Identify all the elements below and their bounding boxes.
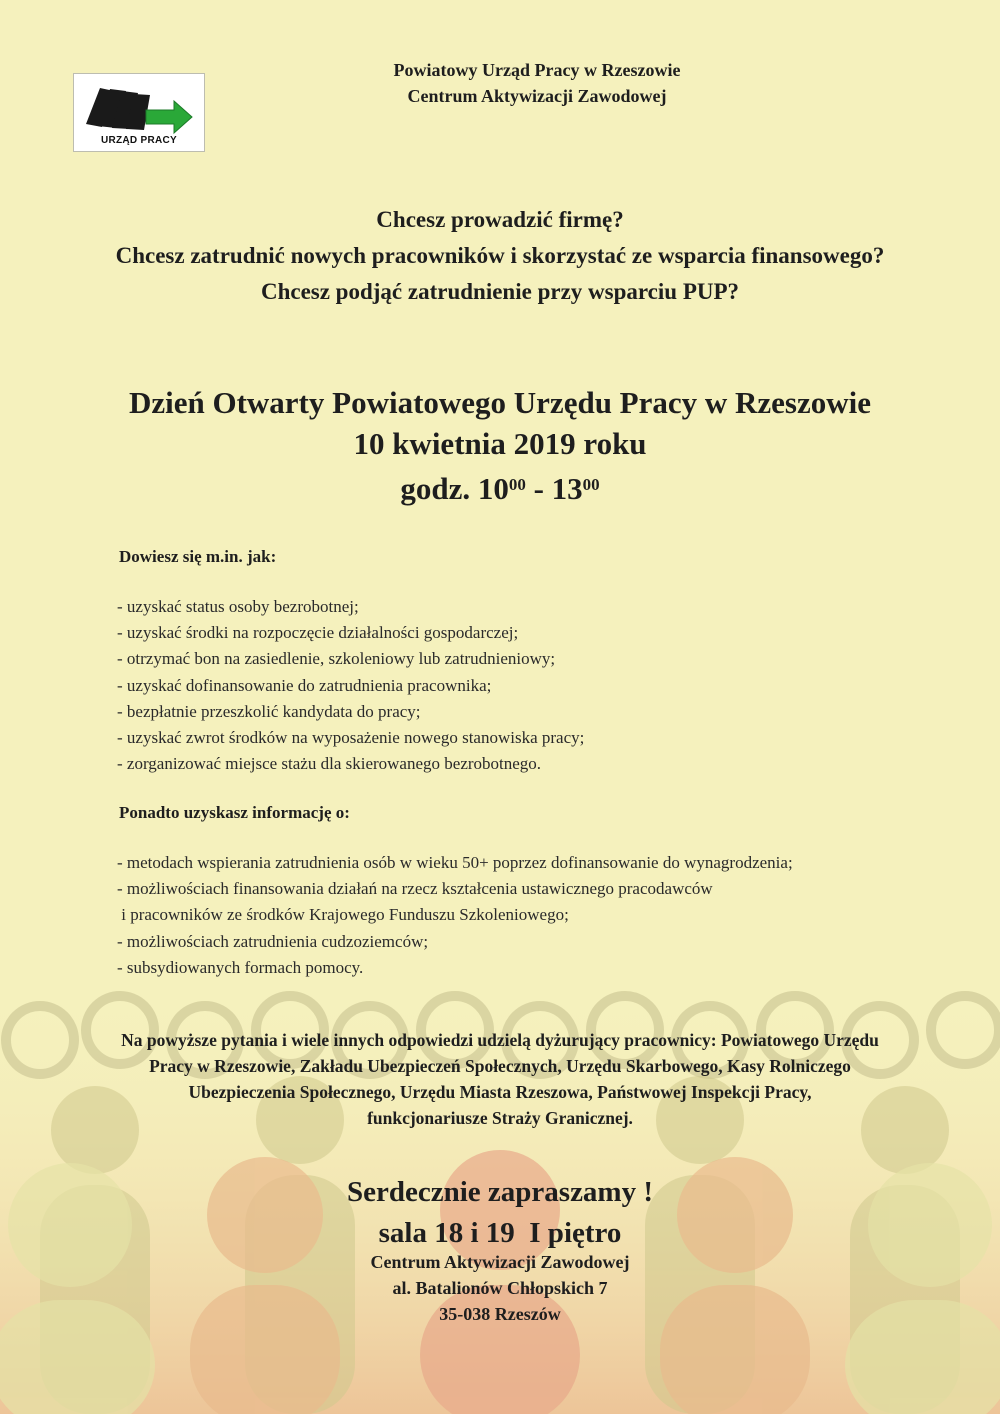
list-item: - uzyskać status osoby bezrobotnej; (117, 597, 359, 616)
time-start-minutes: 00 (508, 475, 526, 494)
list-item: i pracowników ze środków Krajowego Funduszu Szkoleniowego; (117, 905, 569, 925)
info-line: Na powyższe pytania i wiele innych odpowiedzi udzielą dyżurujący pracownicy: Powiatowego Urzędu (121, 1030, 879, 1050)
event-title: Dzień Otwarty Powiatowego Urzędu Pracy w Rzeszowie (128, 385, 872, 420)
list-item: - możliwościach finansowania działań na rzecz kształcenia ustawicznego pracodawców (117, 879, 713, 899)
invitation: Serdecznie zapraszamy ! (346, 1176, 653, 1208)
event-date: 10 kwietnia 2019 roku (353, 426, 647, 461)
list-item: - uzyskać dofinansowanie do zatrudnienia pracownika; (117, 675, 492, 695)
list-item: - możliwościach zatrudnienia cudzoziemców; (117, 931, 429, 951)
info-line: Pracy w Rzeszowie, Zakładu Ubezpieczeń Społecznych, Urzędu Skarbowego, Kasy Rolniczego (149, 1056, 851, 1076)
organization-unit: Centrum Aktywizacji Zawodowej (407, 86, 667, 106)
more-heading: Ponadto uzyskasz informację o: (119, 803, 350, 822)
learn-heading: Dowiesz się m.in. jak: (119, 547, 277, 566)
more-list (117, 850, 793, 981)
learn-list (117, 594, 584, 777)
logo-text: URZĄD PRACY (100, 135, 178, 146)
organization-name: Powiatowy Urząd Pracy w Rzeszowie (393, 60, 681, 80)
question-2: Chcesz zatrudnić nowych pracowników i skorzystać ze wsparcia finansowego? (115, 243, 885, 268)
time-end: - 13 (525, 471, 583, 506)
info-paragraph (25, 1027, 975, 1131)
address-street: al. Batalionów Chłopskich 7 (392, 1278, 608, 1298)
list-item: - uzyskać środki na rozpoczęcie działalności gospodarczej; (117, 623, 519, 643)
info-line: funkcjonariusze Straży Granicznej. (367, 1108, 633, 1128)
list-item: - otrzymać bon na zasiedlenie, szkoleniowy lub zatrudnieniowy; (117, 649, 556, 669)
address-city: 35-038 Rzeszów (439, 1304, 561, 1324)
list-item: - uzyskać zwrot środków na wyposażenie nowego stanowiska pracy; (117, 728, 585, 748)
question-3: Chcesz podjąć zatrudnienie przy wsparciu PUP? (260, 279, 740, 304)
time-end-minutes: 00 (582, 475, 600, 494)
event-time (0, 469, 1000, 509)
time-start: godz. 10 (400, 471, 509, 506)
question-1: Chcesz prowadzić firmę? (376, 207, 624, 232)
list-item: - metodach wspierania zatrudnienia osób w wieku 50+ poprzez dofinansowanie do wynagrodzenia; (117, 853, 793, 872)
list-item: - subsydiowanych formach pomocy. (117, 957, 364, 977)
list-item: - zorganizować miejsce stażu dla skierowanego bezrobotnego. (117, 754, 542, 774)
address-center: Centrum Aktywizacji Zawodowej (370, 1252, 630, 1272)
list-item: - bezpłatnie przeszkolić kandydata do pracy; (117, 701, 421, 721)
room-info: sala 18 i 19 I piętro (378, 1217, 622, 1249)
urzad-pracy-logo (73, 73, 205, 152)
cards-with-green-arrow-icon (74, 74, 204, 136)
info-line: Ubezpieczenia Społecznego, Urzędu Miasta Rzeszowa, Państwowej Inspekcji Pracy, (188, 1082, 812, 1102)
